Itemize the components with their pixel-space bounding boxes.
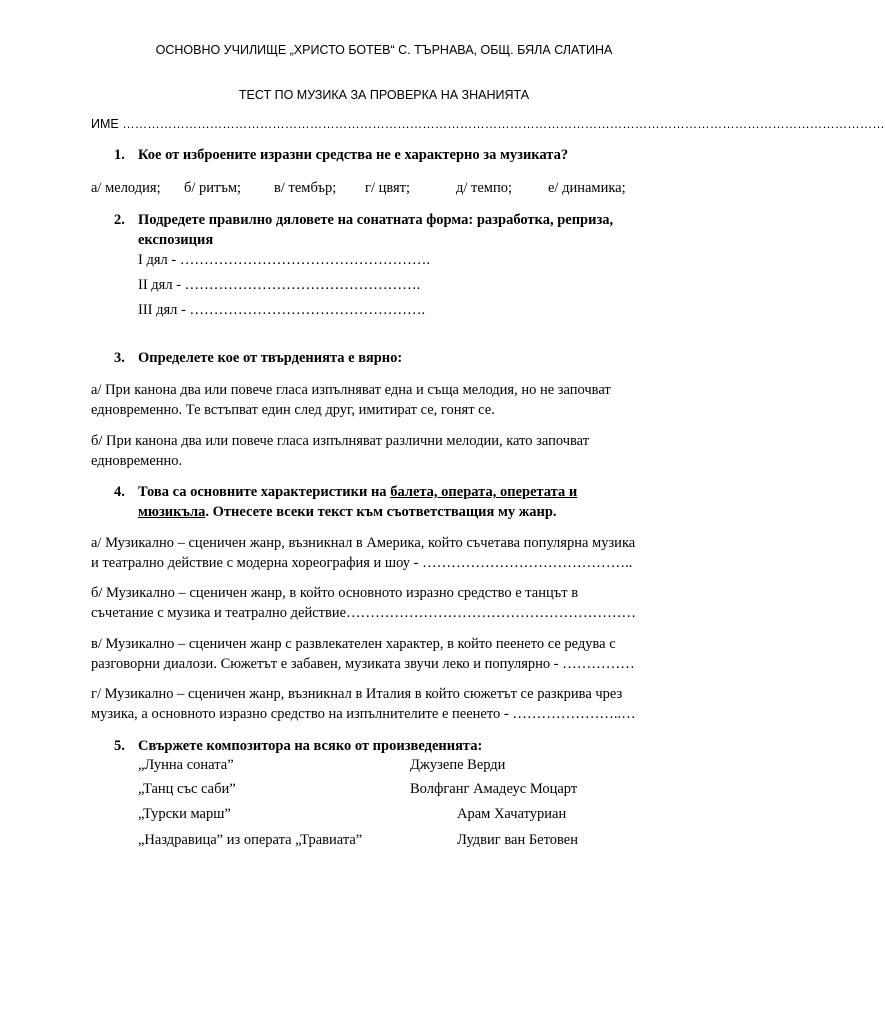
work-moonlight-sonata: „Лунна соната” [138,757,234,773]
q1-option-c: в/ тембър; [274,180,337,196]
composer-khachaturian: Арам Хачатуриан [457,806,567,822]
composer-mozart: Волфганг Амадеус Моцарт [410,781,578,797]
question-4-line-1 [138,484,577,501]
q4-option-c-line-1: в/ Музикално – сценичен жанр с развлекателен характер, в който пеенето се редува с [91,636,616,652]
question-3-number: 3. [114,350,125,366]
question-2-line-1: Подредете правилно дяловете на сонатната форма: разработка, реприза, [138,212,614,228]
work-brindisi-traviata: „Наздравица” из операта „Травиата” [138,832,363,848]
genres-underlined-1: балета, операта, оперетата и [390,484,578,500]
work-sabre-dance: „Танц със саби” [138,781,236,797]
question-1-text: Кое от изброените изразни средства не е характерно за музиката? [138,147,569,163]
composer-verdi: Джузепе Верди [410,757,506,773]
q4-option-a-line-2: и театрално действие с модерна хореография и шоу - …………………………………….. [91,555,633,571]
q4-option-a-line-1: а/ Музикално – сценичен жанр, възникнал в Америка, който съчетава популярна музика [91,535,636,551]
q4-option-c-line-2: разговорни диалози. Сюжетът е забавен, музиката звучи леко и популярно - …………… [91,656,635,672]
work-turkish-march: „Турски марш” [138,806,231,822]
q4-option-d-line-2: музика, а основното изразно средство на изпълнителите е пеенето - …………………..… [91,706,636,722]
q4-option-d-line-1: г/ Музикално – сценичен жанр, възникнал в Италия в който сюжетът се разкрива чрез [91,686,623,702]
q1-option-a: а/ мелодия; [91,180,161,196]
question-4-lead: Това са основните характеристики на [138,484,391,500]
q4-option-b-line-2: съчетание с музика и театрално действие…………………………………………………… [91,605,637,621]
test-title: ТЕСТ ПО МУЗИКА ЗА ПРОВЕРКА НА ЗНАНИЯТА [238,88,530,102]
q2-part-3: III дял - …………………………………………. [138,302,426,318]
question-4-instruction: . Отнесете всеки текст към съответстващия му жанр. [205,504,557,520]
q1-option-f: е/ динамика; [548,180,626,196]
q4-option-b-line-1: б/ Музикално – сценичен жанр, в който основното изразно средство е танцът в [91,585,579,601]
q2-part-2: II дял - …………………………………………. [138,277,421,293]
q3-option-a-line-2: едновременно. Те встъпват един след друг, имитират се, гонят се. [91,402,495,418]
question-1-number: 1. [114,147,125,163]
name-field-line: ИМЕ ………………………………………………………………………………………………………………………………………………………………… [91,117,885,131]
question-5-number: 5. [114,738,125,754]
q1-option-d: г/ цвят; [365,180,411,196]
question-3-text: Определете кое от твърденията е вярно: [138,350,403,366]
question-4-number: 4. [114,484,125,500]
question-4-line-2 [138,504,557,521]
q3-option-b-line-2: едновременно. [91,453,183,469]
question-5-text: Свържете композитора на всяко от произведенията: [138,738,483,754]
q3-option-b-line-1: б/ При канона два или повече гласа изпълняват различни мелодии, като започват [91,433,590,449]
question-2-line-2: експозиция [138,232,214,248]
q2-part-1: I дял - ……………………………………………. [138,252,430,268]
q1-option-e: д/ темпо; [456,180,513,196]
school-header: ОСНОВНО УЧИЛИЩЕ „ХРИСТО БОТЕВ“ С. ТЪРНАВА, ОБЩ. БЯЛА СЛАТИНА [155,43,613,57]
composer-beethoven: Лудвиг ван Бетовен [457,832,578,848]
question-2-number: 2. [114,212,125,228]
q3-option-a-line-1: а/ При канона два или повече гласа изпълняват една и съща мелодия, но не започват [91,382,611,398]
genres-underlined-2: мюзикъла [138,504,206,520]
q1-option-b: б/ ритъм; [184,180,242,196]
